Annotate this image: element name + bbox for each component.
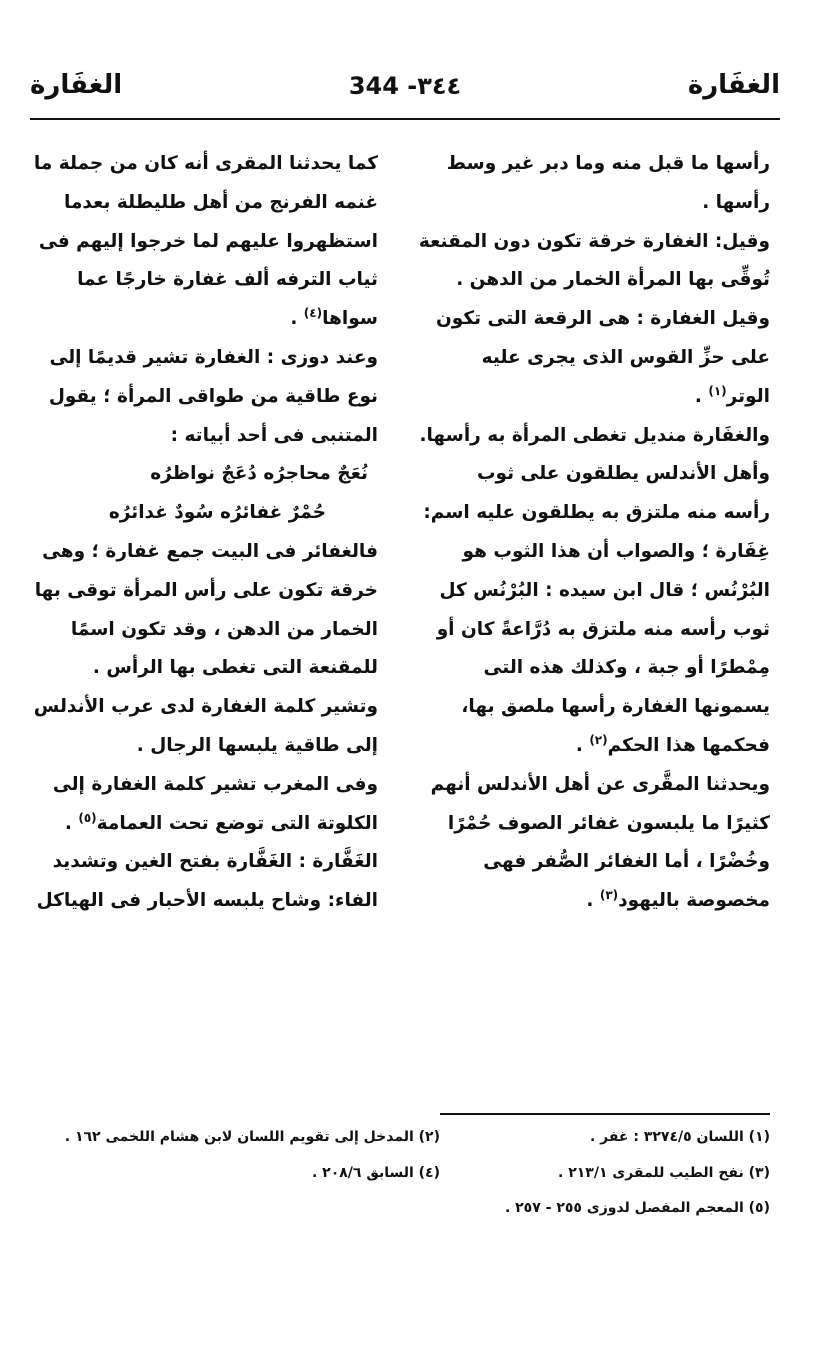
text-line: رأسها . [702,191,770,213]
text-line [418,882,770,921]
text-line: الفاء: وشاح يلبسه الأحبار فى الهياكل [36,890,378,912]
text-line: ثوب رأسه منه ملتزق به دُرَّاعةً كان أو [436,618,770,640]
line-end: . [586,890,600,912]
running-title-left: الغفَارة [30,70,123,100]
page-header [30,70,780,116]
text-line: تُوقِّى بها المرأة الخمار من الدهن . [456,269,770,291]
text-line-segment: الكلوتة التى توضع تحت العمامة [96,812,378,834]
footnote: (١) اللسان ٣٢٧٤/٥ : غفر . [589,1129,770,1145]
footnote: (٤) السابق ٢٠٨/٦ . [311,1165,440,1181]
line-end: . [694,385,709,407]
text-line: على حزِّ القوس الذى يجرى عليه [481,346,770,368]
text-line: وتشير كلمة الغفارة لدى عرب الأندلس [33,696,378,718]
footnote: (٢) المدخل إلى تقويم اللسان لابن هشام اللخمى ١٦٢ . [64,1129,440,1145]
footnote-ref: (٤) [303,306,323,321]
text-line: فالغفائر فى البيت جمع غفارة ؛ وهى [42,540,378,562]
text-line-segment: الوتر [726,385,770,407]
text-line [26,805,378,844]
text-line [418,378,770,417]
text-line-segment: مخصوصة باليهود [618,890,770,912]
text-line: رأسه منه ملتزق به يطلقون عليه اسم: [423,502,770,524]
text-line-segment: فحكمها هذا الحكم [607,734,770,756]
text-line: الغَفَّارة : الغَفَّارة بفتح الغين وتشديد [52,851,378,873]
text-line: وأهل الأندلس يطلقون على ثوب [476,463,770,485]
text-line: مِمْطرًا أو جبة ، وكذلك هذه التى [483,657,770,679]
text-line: نوع طاقية من طواقى المرأة ؛ يقول [48,385,378,407]
footnote-row [50,1195,770,1221]
footnote-row [50,1124,770,1150]
text-line: غِفَارة ؛ والصواب أن هذا الثوب هو [462,540,770,562]
footnote-ref: (١) [708,383,727,398]
text-line: خرقة تكون على رأس المرأة توقى بها [34,579,378,601]
text-line: وقيل الغفارة : هى الرقعة التى تكون [435,308,770,330]
text-line: وقيل: الغفارة خرقة تكون دون المقنعة [418,230,770,252]
line-end: . [575,734,590,756]
footnote: (٣) نفح الطيب للمقرى ٢١٣/١ . [558,1165,770,1181]
text-line: المتنبى فى أحد أبياته : [170,424,378,446]
footnote: (٥) المعجم المفصل لدوزى ٢٥٥ - ٢٥٧ . [504,1200,770,1216]
text-line: والغفَارة منديل تغطى المرأة به رأسها. [419,424,770,446]
text-line: كثيرًا ما يلبسون غفائر الصوف حُمْرًا [447,812,770,834]
left-column [26,145,378,921]
footnote-ref: (٣) [599,887,619,902]
text-line: استظهروا عليهم لما خرجوا إليهم فى [38,230,378,252]
footnote-divider [440,1113,770,1115]
page-number: 344 -٣٤٤ [348,72,462,100]
line-end: . [64,812,79,834]
text-line: يسمونها الغفارة رأسها ملصق بها، [461,696,770,718]
text-line: وعند دوزى : الغفارة تشير قديمًا إلى [49,346,378,368]
right-column [418,145,770,921]
text-line: كما يحدثنا المقرى أنه كان من جملة ما [33,153,378,174]
text-line: غنمه الفرنج من أهل طليطلة بعدما [64,191,378,213]
footnote-row [50,1160,770,1186]
text-line: ويحدثنا المقَّرى عن أهل الأندلس أنهم [430,773,770,795]
text-line: للمقنعة التى تغطى بها الرأس . [92,657,378,679]
footnote-ref: (٥) [78,810,97,825]
verse-line: حُمْرٌ غفائرُه سُودٌ غدائرُه [108,502,326,524]
text-line: وفى المغرب تشير كلمة الغفارة إلى [52,773,378,795]
text-line-segment: سواها [322,308,378,330]
text-line [26,300,378,339]
text-line [418,727,770,766]
text-line: ثياب الترفه ألف غفارة خارجًا عما [77,269,378,291]
text-line: وخُضْرًا ، أما الغفائر الصُّفر فهى [483,851,770,873]
text-line: الخمار من الدهن ، وقد تكون اسمًا [70,618,378,640]
text-line: رأسها ما قبل منه وما دبر غير وسط [446,153,770,174]
verse-line: نُعَجٌ محاجرُه دُعَجٌ نواظرُه [150,463,368,485]
footnote-ref: (٢) [589,732,608,747]
running-title-right: الغفَارة [687,70,780,100]
text-line: إلى طاقية يلبسها الرجال . [136,734,378,756]
line-end: . [290,308,304,330]
text-line: البُرْنُس ؛ قال ابن سيده : البُرْنُس كل [439,579,770,601]
header-divider [30,118,780,120]
